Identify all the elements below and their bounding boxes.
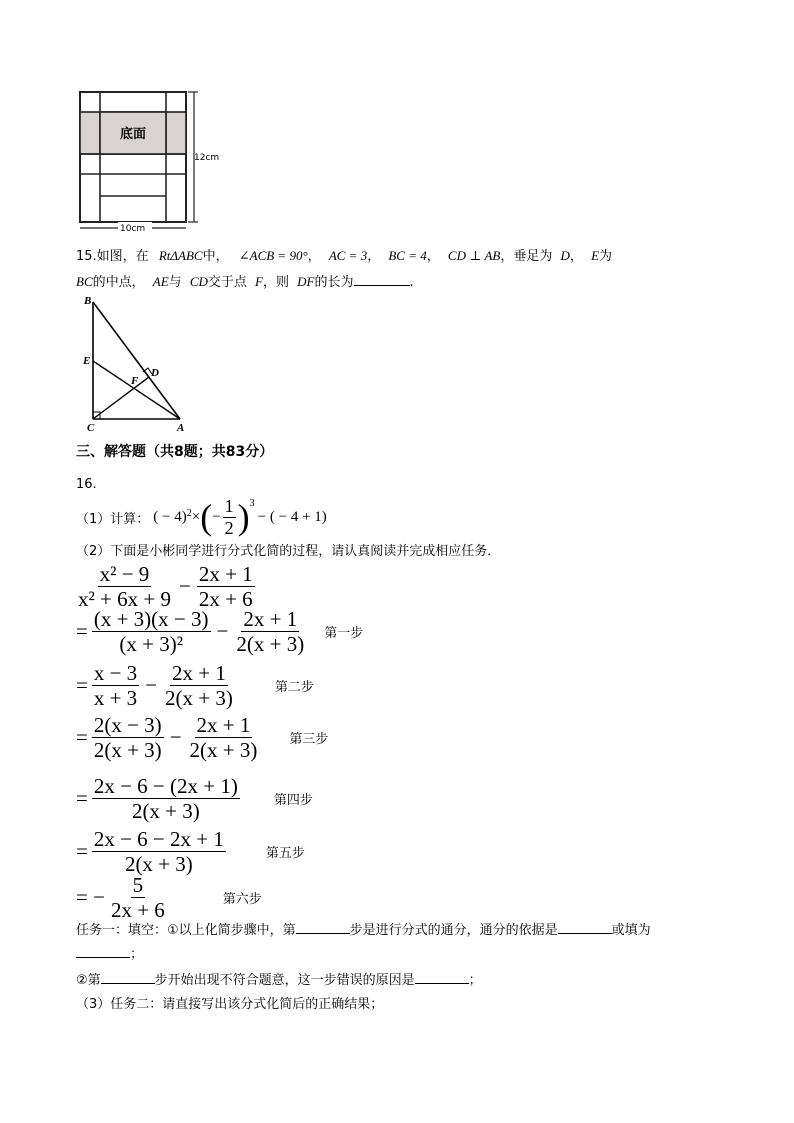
- task1-blank-reason[interactable]: [415, 970, 469, 984]
- step-1: = $\frac{(x + 3)(x - 3)}{\text{(x + 3)²}}$ − $\frac{2x + 1}{2(x + 3)}$ 第一步: [76, 607, 364, 656]
- box-net-figure: [76, 88, 226, 232]
- task1-line1: 任务一：填空：①以上化简步骤中，第 步是进行分式的通分，通分的依据是 或填为: [76, 920, 651, 940]
- label-d: D: [151, 367, 159, 379]
- step-2: = $\frac{x - 3}{x + 3}$ − $\frac{2x + 1}{2(x + 3)}$ 第二步: [76, 661, 314, 710]
- task1-line2: ；: [76, 944, 143, 964]
- q15-mid: 中，: [202, 249, 229, 264]
- step-1-label: 第一步: [324, 626, 364, 641]
- step-3-label: 第三步: [289, 732, 329, 747]
- task1-blank-error-step[interactable]: [101, 970, 155, 984]
- q16-number: 16.: [76, 477, 97, 492]
- step-0: $\frac{\text{x² − 9}}{\text{x² + 6x + 9}}$ − $\frac{2x + 1}{2x + 6}$: [78, 562, 253, 611]
- triangle-figure: [80, 294, 190, 432]
- q15-point-d: D: [560, 248, 570, 263]
- step-5-label: 第五步: [265, 846, 305, 861]
- step-2-label: 第二步: [274, 680, 314, 695]
- step-6-label: 第六步: [222, 892, 262, 907]
- q15-answer-blank[interactable]: [354, 272, 410, 286]
- q16-part1: （1）计算： ( − 4) $^2$ × ( − $\frac{1}{2}$ ) $^3$ − ( − 4 + 1): [76, 495, 327, 538]
- q15-angle: ∠ACB = 90°: [238, 248, 308, 263]
- label-c: C: [87, 422, 95, 432]
- task1-line3: ②第 步开始出现不符合题意，这一步错误的原因是 ；: [76, 970, 482, 990]
- q15-cd: CD: [189, 274, 208, 289]
- task1-blank-alt[interactable]: [76, 944, 130, 958]
- net-width-label: 10cm: [120, 224, 146, 232]
- q15-bc2: BC: [76, 274, 93, 289]
- q15-line1: 15.如图，在 RtΔABC中， ∠ACB = 90°， AC = 3， BC = 4， CD ⊥ AB，垂足为 D， E为: [76, 248, 613, 264]
- step-5: = $\frac{2x - 6 - 2x + 1}{2(x + 3)}$ 第五步: [76, 827, 305, 876]
- step-3: = $\frac{2(x - 3)}{2(x + 3)}$ − $\frac{2x + 1}{2(x + 3)}$ 第三步: [76, 713, 329, 762]
- step-4: = $\frac{2x - 6 - (2x + 1)}{2(x + 3)}$ 第四步: [76, 774, 313, 823]
- task1-blank-basis[interactable]: [558, 920, 612, 934]
- q15-df: DF: [297, 274, 315, 289]
- q15-foot: 垂足为: [513, 249, 553, 264]
- q15-perp: CD ⊥ AB: [447, 248, 501, 263]
- q15-ae: AE: [152, 274, 169, 289]
- label-e: E: [83, 355, 91, 367]
- label-a: A: [177, 422, 185, 432]
- q15-prefix: 15.如图，在: [76, 249, 149, 264]
- section3-heading: 三、解答题（共8题；共83分）: [76, 444, 274, 460]
- label-b: B: [84, 295, 92, 307]
- q15-rt-triangle: RtΔABC: [158, 248, 203, 263]
- q15-ac: AC = 3: [328, 248, 368, 263]
- net-base-label: 底面: [120, 127, 147, 142]
- q15-point-f: F: [255, 274, 263, 289]
- q16-part2: （2）下面是小彬同学进行分式化简的过程，请认真阅读并完成相应任务．: [76, 544, 501, 559]
- label-f: F: [131, 375, 139, 387]
- q15-line2: BC的中点， AE与 CD交于点 F，则 DF的长为 .: [76, 274, 414, 290]
- step-4-label: 第四步: [273, 793, 313, 808]
- q15-bc: BC = 4: [388, 248, 427, 263]
- step-6: = − $\frac{5}{2x + 6}$ 第六步: [76, 873, 262, 922]
- net-height-label: 12cm: [194, 153, 220, 163]
- q16-part3: （3）任务二：请直接写出该分式化简后的正确结果；: [76, 997, 384, 1012]
- q15-point-e: E: [591, 248, 600, 263]
- task1-blank-step[interactable]: [296, 920, 350, 934]
